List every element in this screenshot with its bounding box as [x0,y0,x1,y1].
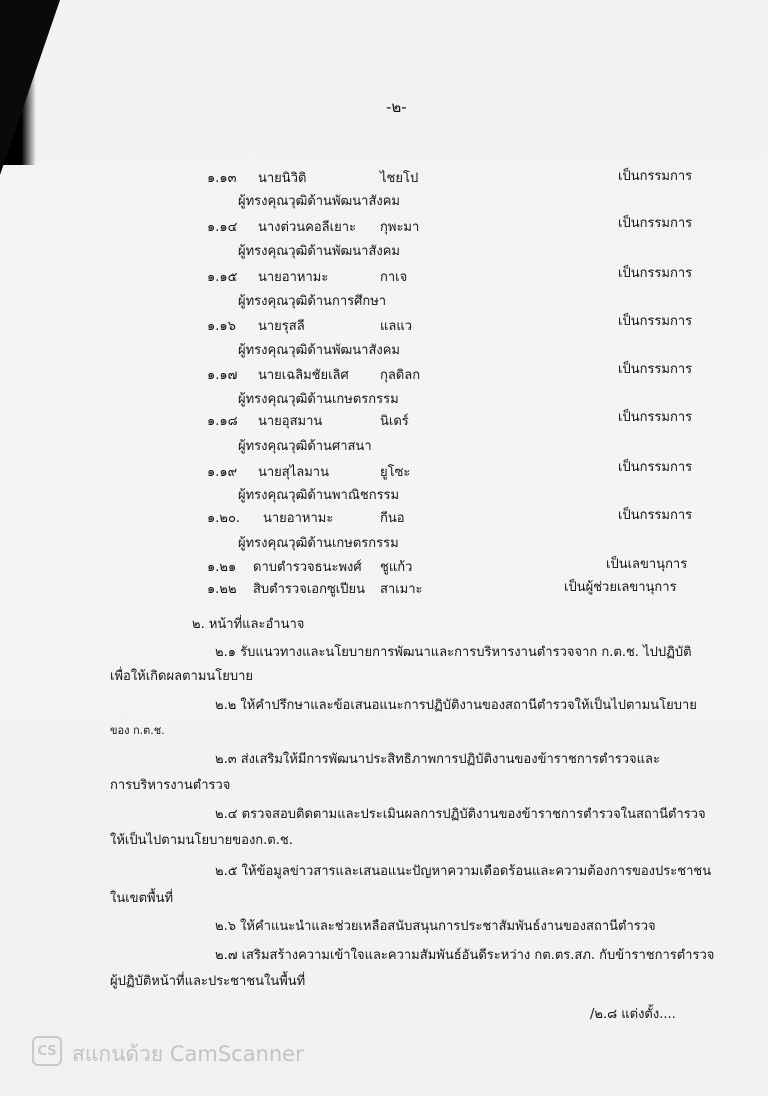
duty-continuation: ของ ก.ต.ช. [110,724,165,737]
member-description: ผู้ทรงคุณวุฒิด้านเกษตรกรรม [238,392,399,407]
member-description: ผู้ทรงคุณวุฒิด้านการศึกษา [238,294,387,309]
member-last-name: กุลดิลก [380,368,421,383]
member-first-name: นางต่วนคอลีเยาะ [258,220,356,235]
member-last-name: กีนอ [380,511,405,526]
member-number: ๑.๑๔ [207,220,238,235]
member-role: เป็นกรรมการ [618,169,693,184]
member-last-name: ชูแก้ว [380,560,413,575]
member-role: เป็นกรรมการ [618,266,693,281]
member-description: ผู้ทรงคุณวุฒิด้านพัฒนาสังคม [238,194,400,209]
member-last-name: ไชยโป [380,171,419,186]
member-description: ผู้ทรงคุณวุฒิด้านพัฒนาสังคม [238,244,400,259]
member-role: เป็นกรรมการ [618,362,693,377]
member-last-name: ยูโซะ [380,465,411,480]
member-last-name: กุพะมา [380,220,420,235]
member-first-name: นายนิวิติ [258,171,307,186]
member-number: ๑.๒๐. [207,511,241,526]
member-role: เป็นกรรมการ [618,508,693,523]
page-number: -๒- [386,98,407,116]
member-number: ๑.๑๓ [207,171,237,186]
member-first-name: นายรุสลี [258,319,305,334]
member-last-name: แลแว [380,319,413,334]
duty-continuation: ให้เป็นไปตามนโยบายของก.ต.ช. [110,833,293,848]
duty-line: ๒.๑ รับแนวทางและนโยบายการพัฒนาและการบริหารงานตำรวจจาก ก.ต.ช. ไปปฏิบัติ [215,645,692,660]
member-description: ผู้ทรงคุณวุฒิด้านศาสนา [238,439,372,454]
duty-line: ๒.๗ เสริมสร้างความเข้าใจและความสัมพันธ์อันดีระหว่าง กต.ตร.สภ. กับข้าราชการตำรวจ [215,948,715,963]
member-number: ๑.๒๑ [207,560,237,575]
member-description: ผู้ทรงคุณวุฒิด้านพาณิชกรรม [238,488,400,503]
duty-continuation: การบริหารงานตำรวจ [110,778,231,793]
duty-continuation: ในเขตพื้นที่ [110,891,174,906]
member-description: ผู้ทรงคุณวุฒิด้านเกษตรกรรม [238,536,399,551]
member-last-name: นิเดร์ [380,414,409,429]
duty-line: ๒.๔ ตรวจสอบติดตามและประเมินผลการปฏิบัติงานของข้าราชการตำรวจในสถานีตำรวจ [215,807,706,822]
member-last-name: กาเจ [380,270,408,285]
continuation-note: /๒.๘ แต่งตั้ง.... [590,1007,676,1022]
member-role: เป็นกรรมการ [618,314,693,329]
member-number: ๑.๑๙ [207,465,238,480]
member-last-name: สาเมาะ [380,582,423,597]
member-number: ๑.๑๖ [207,319,236,334]
member-first-name: นายเฉลิมชัยเลิศ [258,368,349,383]
scanner-watermark: สแกนด้วย CamScanner [72,1042,304,1066]
duty-line: ๒.๓ ส่งเสริมให้มีการพัฒนาประสิทธิภาพการปฏิบัติงานของข้าราชการตำรวจและ [215,752,660,767]
member-role: เป็นกรรมการ [618,216,693,231]
member-first-name: นายอุสมาน [258,414,323,429]
member-number: ๑.๒๒ [207,582,237,597]
member-role: เป็นผู้ช่วยเลขานุการ [564,580,677,595]
member-number: ๑.๑๘ [207,414,238,429]
duty-line: ๒.๒ ให้คำปรึกษาและข้อเสนอแนะการปฏิบัติงานของสถานีตำรวจให้เป็นไปตามนโยบาย [215,698,697,713]
folded-corner [0,0,60,175]
member-first-name: สิบตำรวจเอกซูเปียน [253,582,365,597]
member-first-name: นายสุไลมาน [258,465,329,480]
member-description: ผู้ทรงคุณวุฒิด้านพัฒนาสังคม [238,343,400,358]
section-heading: ๒. หน้าที่และอำนาจ [192,617,305,632]
member-number: ๑.๑๕ [207,270,238,285]
duty-continuation: ผู้ปฏิบัติหน้าที่และประชาชนในพื้นที่ [110,974,306,989]
duty-line: ๒.๕ ให้ข้อมูลข่าวสารและเสนอแนะปัญหาความเดือดร้อนและความต้องการของประชาชน [215,864,712,879]
member-first-name: นายอาหามะ [263,511,334,526]
duty-line: ๒.๖ ให้คำแนะนำและช่วยเหลือสนับสนุนการประชาสัมพันธ์งานของสถานีตำรวจ [215,919,656,934]
member-first-name: นายอาหามะ [258,270,329,285]
camscanner-logo-icon: CS [32,1036,62,1066]
member-first-name: ดาบตำรวจธนะพงศ์ [253,560,362,575]
member-role: เป็นกรรมการ [618,460,693,475]
duty-continuation: เพื่อให้เกิดผลตามนโยบาย [110,669,254,684]
member-number: ๑.๑๗ [207,368,238,383]
member-role: เป็นเลขานุการ [606,557,688,572]
member-role: เป็นกรรมการ [618,410,693,425]
